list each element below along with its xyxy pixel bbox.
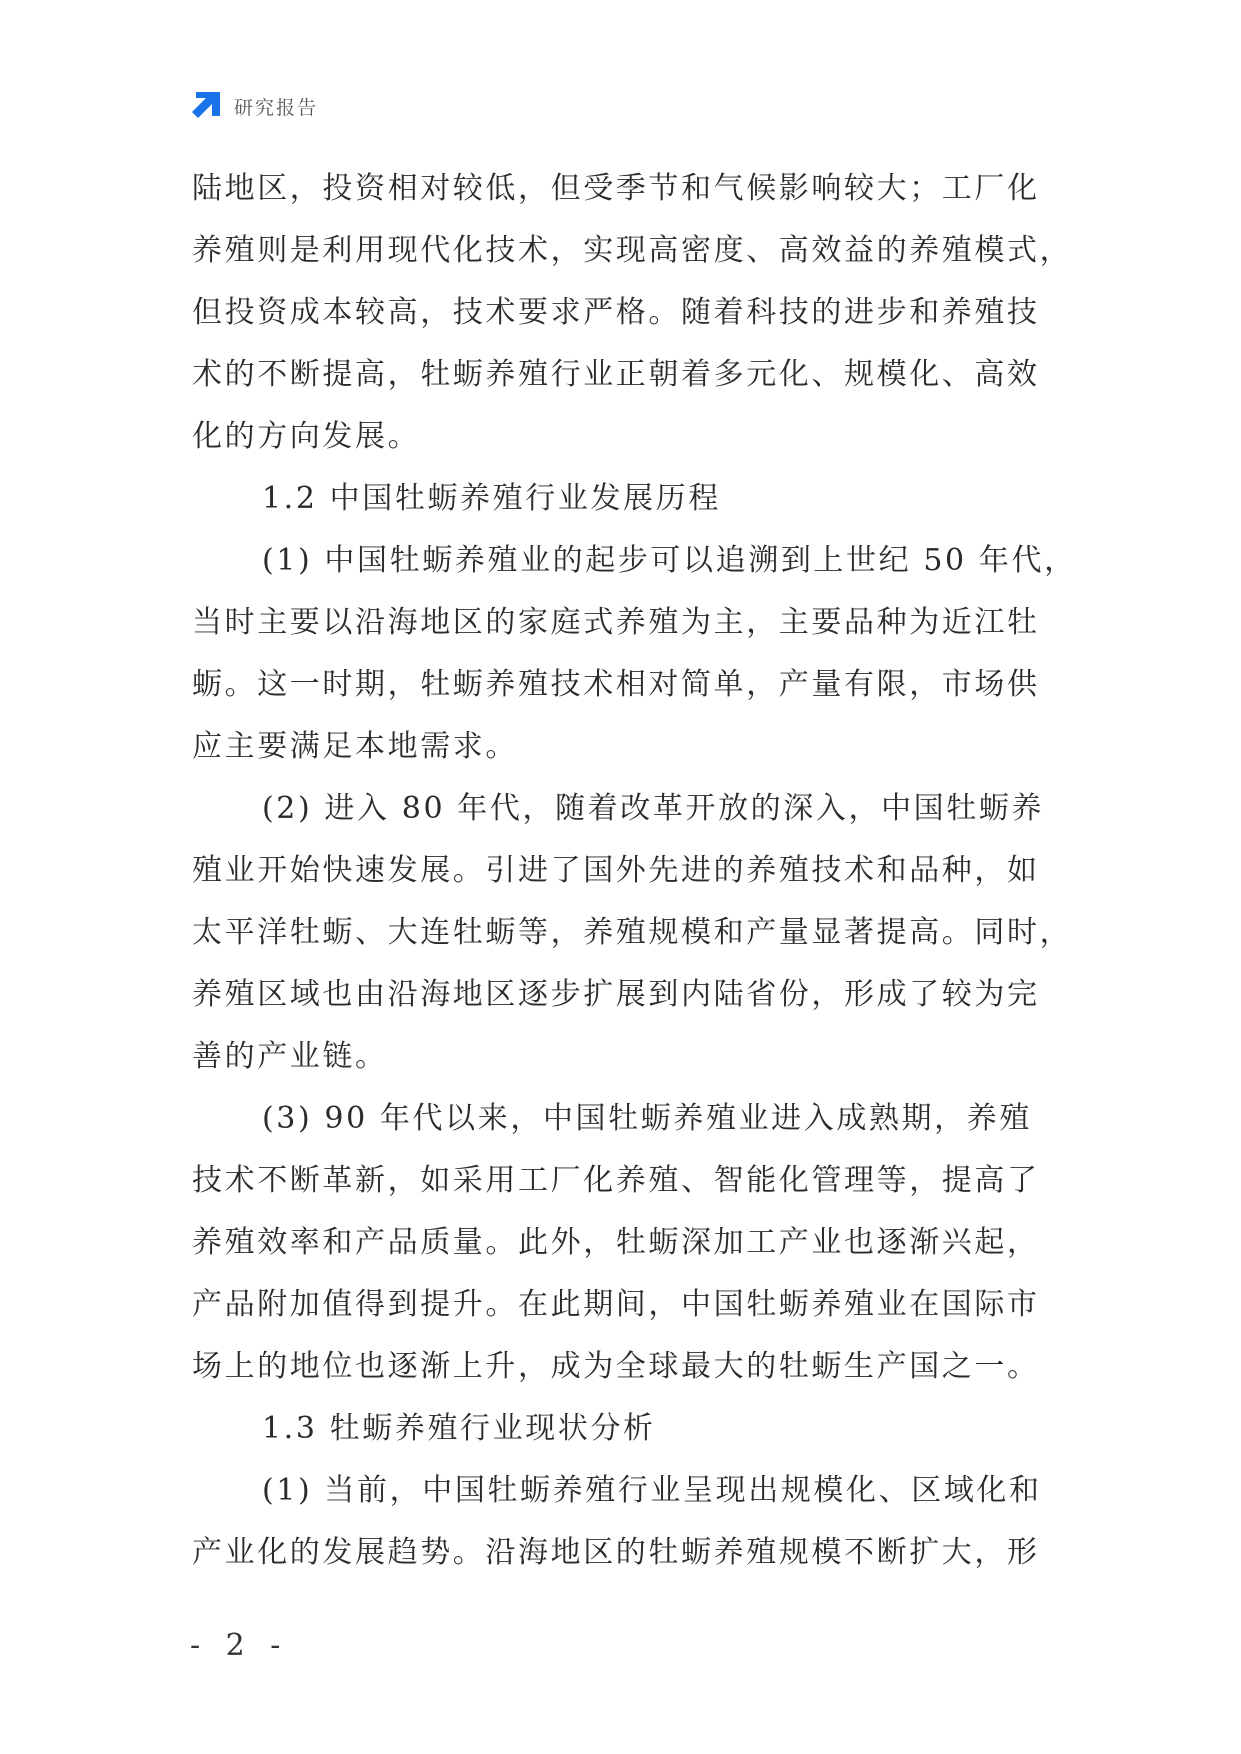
paragraph-line: 养殖效率和产品质量。此外，牡蛎深加工产业也逐渐兴起，: [192, 1225, 1040, 1260]
paragraph-line: 技术不断革新，如采用工厂化养殖、智能化管理等，提高了: [192, 1163, 1040, 1198]
paragraph-line: 应主要满足本地需求。: [192, 729, 518, 764]
report-logo-icon: [190, 90, 222, 122]
paragraph-line: (2) 进入 80 年代，随着改革开放的深入，中国牡蛎养: [262, 791, 1045, 826]
paragraph-line: 产业化的发展趋势。沿海地区的牡蛎养殖规模不断扩大，形: [192, 1535, 1040, 1570]
paragraph-line: 当时主要以沿海地区的家庭式养殖为主，主要品种为近江牡: [192, 605, 1040, 640]
paragraph-line: (3) 90 年代以来，中国牡蛎养殖业进入成熟期，养殖: [262, 1101, 1032, 1136]
paragraph-line: 养殖区域也由沿海地区逐步扩展到内陆省份，形成了较为完: [192, 977, 1040, 1012]
document-body: [192, 158, 1077, 1584]
paragraph-line: 养殖则是利用现代化技术，实现高密度、高效益的养殖模式，: [192, 233, 1073, 268]
paragraph-line: 蛎。这一时期，牡蛎养殖技术相对简单，产量有限，市场供: [192, 667, 1040, 702]
header-title: 研究报告: [234, 96, 319, 119]
paragraph-line: 但投资成本较高，技术要求严格。随着科技的进步和养殖技: [192, 295, 1040, 330]
page-number: - 2 -: [190, 1628, 289, 1663]
paragraph-line: (1) 当前，中国牡蛎养殖行业呈现出规模化、区域化和: [262, 1473, 1042, 1508]
paragraph-line: 化的方向发展。: [192, 419, 421, 454]
paragraph-line: 殖业开始快速发展。引进了国外先进的养殖技术和品种，如: [192, 853, 1040, 888]
paragraph-line: 太平洋牡蛎、大连牡蛎等，养殖规模和产量显著提高。同时，: [192, 915, 1073, 950]
paragraph-line: 产品附加值得到提升。在此期间，中国牡蛎养殖业在国际市: [192, 1287, 1040, 1322]
paragraph-line: (1) 中国牡蛎养殖业的起步可以追溯到上世纪 50 年代，: [262, 543, 1077, 578]
section-heading-1-2: 1.2 中国牡蛎养殖行业发展历程: [262, 481, 721, 516]
report-header: [190, 90, 318, 122]
section-heading-1-3: 1.3 牡蛎养殖行业现状分析: [262, 1411, 656, 1446]
paragraph-line: 陆地区，投资相对较低，但受季节和气候影响较大；工厂化: [192, 171, 1040, 206]
paragraph-line: 术的不断提高，牡蛎养殖行业正朝着多元化、规模化、高效: [192, 357, 1040, 392]
paragraph-line: 善的产业链。: [192, 1039, 388, 1074]
paragraph-line: 场上的地位也逐渐上升，成为全球最大的牡蛎生产国之一。: [192, 1349, 1040, 1384]
